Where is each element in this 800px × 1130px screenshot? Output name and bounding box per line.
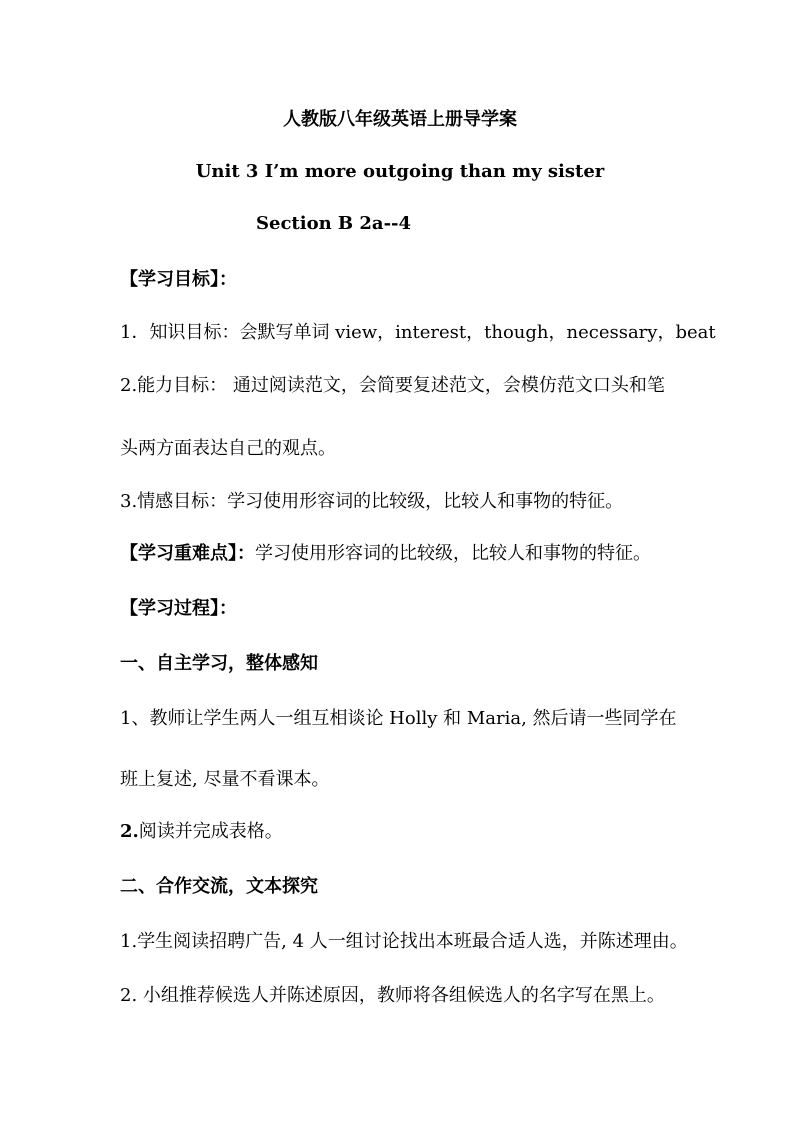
objective-2-line-2: 头两方面表达自己的观点。 [120, 438, 336, 459]
objective-1: 1．知识目标：会默写单词 view，interest，though，necessary，beat [120, 322, 716, 343]
unit-title: Unit 3 I’m more outgoing than my sister [195, 161, 605, 182]
part-1-item-2-number: 2. [120, 821, 139, 842]
part-1-item-2 [120, 820, 283, 844]
objective-2-line-1: 2.能力目标： 通过阅读范文，会简要复述范文，会模仿范文口头和笔 [120, 375, 665, 396]
document-title: 人教版八年级英语上册导学案 [283, 109, 517, 130]
section-title: Section B 2a--4 [256, 213, 412, 234]
part-1-item-1-line-2: 班上复述, 尽量不看课本。 [120, 769, 330, 790]
part-2-heading: 二、合作交流，文本探究 [120, 876, 318, 897]
part-2-item-2: 2. 小组推荐候选人并陈述原因，教师将各组候选人的名字写在黑上。 [120, 985, 665, 1006]
part-1-item-2-text: 阅读并完成表格。 [138, 821, 283, 842]
part-1-item-1-line-1: 1、教师让学生两人一组互相谈论 Holly 和 Maria, 然后请一些同学在 [120, 708, 677, 729]
part-2-item-1: 1.学生阅读招聘广告, 4 人一组讨论找出本班最合适人选，并陈述理由。 [120, 931, 688, 952]
objectives-heading: 【学习目标】： [120, 269, 237, 290]
process-heading: 【学习过程】： [120, 598, 237, 619]
key-points-text: 学习使用形容词的比较级，比较人和事物的特征。 [255, 543, 651, 564]
part-1-heading: 一、自主学习，整体感知 [120, 653, 318, 674]
key-points [120, 542, 651, 566]
objective-3: 3.情感目标：学习使用形容词的比较级，比较人和事物的特征。 [120, 491, 624, 512]
key-points-label: 【学习重难点】： [120, 543, 255, 564]
